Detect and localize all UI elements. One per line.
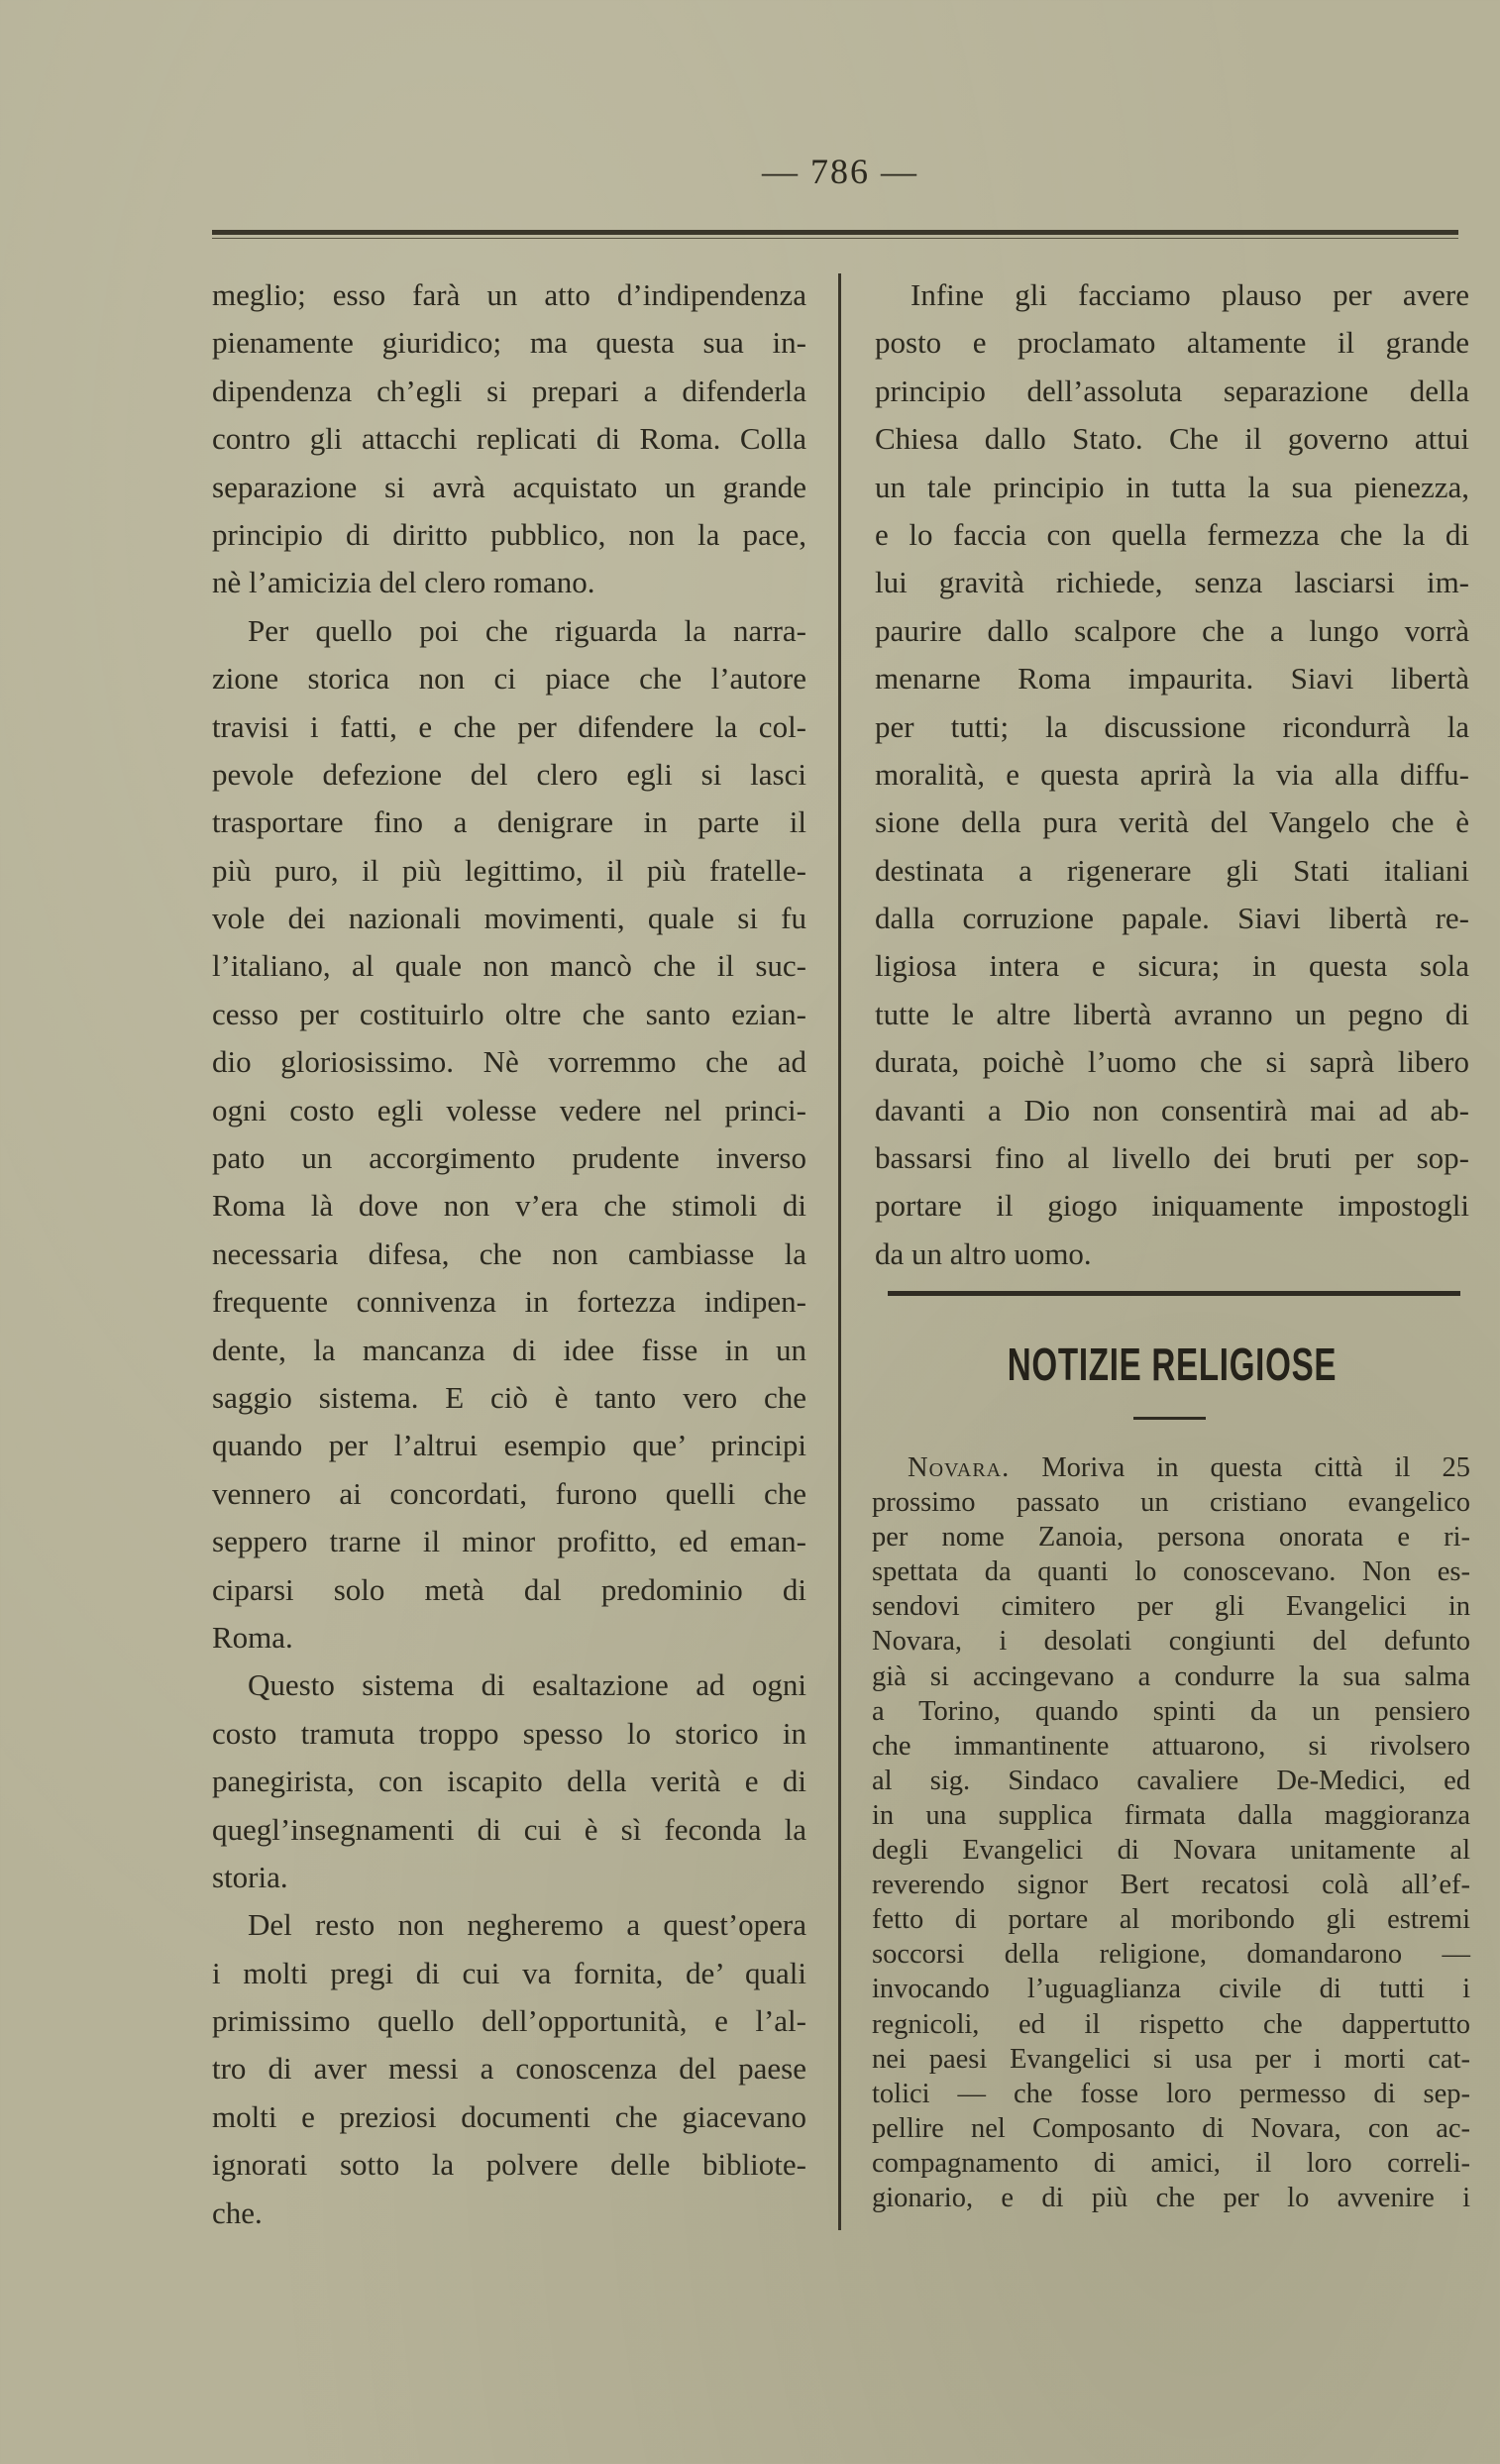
text-line: cesso per costituirlo oltre che santo ezian- <box>212 996 806 1031</box>
text-line: ignorati sotto la polvere delle bibliote- <box>212 2147 806 2183</box>
text-line: i molti pregi di cui va fornita, de’ quali <box>212 1955 806 1990</box>
paragraph <box>212 1901 806 2237</box>
text-line: frequente connivenza in fortezza indipen- <box>212 1284 806 1320</box>
text-line: dalla corruzione papale. Siavi libertà re- <box>875 901 1469 936</box>
text-line: quando per l’altrui esempio que’ principi <box>212 1428 806 1463</box>
text-line: un tale principio in tutta la sua pienezza, <box>875 469 1469 504</box>
text-line: Infine gli facciamo plauso per avere <box>911 277 1469 312</box>
text-line: e lo faccia con quella fermezza che la di <box>875 516 1469 552</box>
text-line: molti e preziosi documenti che giacevano <box>212 2098 806 2134</box>
news-dateline: Novara. <box>908 1452 1011 1483</box>
paragraph <box>212 1661 806 1901</box>
text-line: dio gloriosissimo. Nè vorremmo che ad <box>212 1044 806 1080</box>
text-line: primissimo quello dell’opportunità, e l’al- <box>212 2003 806 2039</box>
header-rule-thin <box>212 238 1458 239</box>
paragraph <box>875 271 1469 1278</box>
text-line: vennero ai concordati, furono quelli che <box>212 1475 806 1511</box>
text-line: ciparsi solo metà dal predominio di <box>212 1571 806 1607</box>
text-line: nè l’amicizia del clero romano. <box>212 565 595 600</box>
text-line: trasportare fino a denigrare in parte il <box>212 804 806 840</box>
text-line: principio di diritto pubblico, non la pace, <box>212 516 806 552</box>
text-line: pienamente giuridico; ma questa sua in- <box>212 325 806 361</box>
text-line: sione della pura verità del Vangelo che è <box>875 804 1469 840</box>
text-line: ogni costo egli volesse vedere nel princi- <box>212 1092 806 1127</box>
text-line: regnicoli, ed il rispetto che dappertutto <box>872 2008 1470 2040</box>
text-line: posto e proclamato altamente il grande <box>875 325 1469 361</box>
text-line: Roma. <box>212 1619 293 1655</box>
text-line: tro di aver messi a conoscenza del paese <box>212 2051 806 2087</box>
text-line: Del resto non negheremo a quest’opera <box>248 1907 806 1943</box>
paragraph <box>212 607 806 1662</box>
text-line: per nome Zanoia, persona onorata e ri- <box>872 1522 1470 1553</box>
text-line: invocando l’uguaglianza civile di tutti i <box>872 1974 1470 2005</box>
text-line: dipendenza ch’egli si prepari a difenderla <box>212 373 806 408</box>
text-line: bassarsi fino al livello dei bruti per sop- <box>875 1140 1469 1176</box>
text-line: compagnamento di amici, il loro correli- <box>872 2147 1470 2179</box>
text-line: davanti a Dio non consentirà mai ad ab- <box>875 1092 1469 1127</box>
text-line: storia. <box>212 1859 288 1894</box>
text-line: pato un accorgimento prudente inverso <box>212 1140 806 1176</box>
text-line: più puro, il più legittimo, il più fratelle- <box>212 852 806 888</box>
news-first-line: Moriva in questa città il 25 <box>1041 1452 1470 1483</box>
text-line: moralità, e questa aprirà la via alla diffu- <box>875 756 1469 792</box>
text-line: degli Evangelici di Novara unitamente al <box>872 1835 1470 1867</box>
text-line: al sig. Sindaco cavaliere De-Medici, ed <box>872 1765 1470 1796</box>
right-column-article <box>875 271 1469 1278</box>
text-line: necessaria difesa, che non cambiasse la <box>212 1235 806 1271</box>
text-line: meglio; esso farà un atto d’indipendenza <box>212 277 806 312</box>
text-line: durata, poichè l’uomo che si saprà libero <box>875 1044 1469 1080</box>
text-line: portare il giogo iniquamente impostogli <box>875 1188 1469 1224</box>
text-line: travisi i fatti, e che per difendere la col- <box>212 708 806 744</box>
text-line: soccorsi della religione, domandarono — <box>872 1939 1470 1971</box>
section-title: NOTIZIE RELIGIOSE <box>1007 1339 1338 1390</box>
text-line: gionario, e di più che per lo avvenire i <box>872 2182 1470 2213</box>
text-line: menarne Roma impaurita. Siavi libertà <box>875 661 1469 696</box>
text-line: in una supplica firmata dalla maggioranza <box>872 1799 1470 1831</box>
text-line: Novara, i desolati congiunti del defunto <box>872 1626 1470 1658</box>
text-line: quegl’insegnamenti di cui è sì feconda la <box>212 1811 806 1847</box>
text-line: già si accingevano a condurre la sua salma <box>872 1661 1470 1692</box>
text-line: che. <box>212 2195 263 2230</box>
text-line: destinata a rigenerare gli Stati italiani <box>875 852 1469 888</box>
text-line: principio dell’assoluta separazione della <box>875 373 1469 408</box>
text-line: Chiesa dallo Stato. Che il governo attui <box>875 421 1469 457</box>
text-line: nei paesi Evangelici si usa per i morti cat- <box>872 2043 1470 2075</box>
paragraph <box>212 271 806 607</box>
text-line: vole dei nazionali movimenti, quale si fu <box>212 901 806 936</box>
text-line: reverendo signor Bert recatosi colà all’ef- <box>872 1870 1470 1901</box>
header-rule <box>212 230 1458 235</box>
text-line: contro gli attacchi replicati di Roma. Colla <box>212 421 806 457</box>
text-line: pevole defezione del clero egli si lasci <box>212 756 806 792</box>
column-divider <box>838 273 841 2230</box>
text-line: separazione si avrà acquistato un grande <box>212 469 806 504</box>
left-column <box>212 271 806 2237</box>
text-line: fetto di portare al moribondo gli estremi <box>872 1904 1470 1936</box>
text-line: ligiosa intera e sicura; in questa sola <box>875 948 1469 984</box>
title-underline <box>1133 1417 1206 1420</box>
text-line: a Torino, quando spinti da un pensiero <box>872 1695 1470 1727</box>
text-line: panegirista, con iscapito della verità e di <box>212 1764 806 1799</box>
text-line: tutte le altre libertà avranno un pegno di <box>875 996 1469 1031</box>
text-line: zione storica non ci piace che l’autore <box>212 661 806 696</box>
text-line: che immantinente attuarono, si rivolsero <box>872 1730 1470 1762</box>
text-line <box>872 1450 1470 1485</box>
text-line: prossimo passato un cristiano evangelico <box>872 1487 1470 1519</box>
text-line: lui gravità richiede, senza lasciarsi im- <box>875 565 1469 600</box>
section-rule <box>888 1291 1460 1296</box>
text-line: costo tramuta troppo spesso lo storico in <box>212 1715 806 1751</box>
text-line: per tutti; la discussione ricondurrà la <box>875 708 1469 744</box>
text-line: tolici — che fosse loro permesso di sep- <box>872 2078 1470 2109</box>
text-line: Per quello poi che riguarda la narra- <box>248 612 806 648</box>
text-line: saggio sistema. E ciò è tanto vero che <box>212 1379 806 1415</box>
text-line: dente, la mancanza di idee fisse in un <box>212 1332 806 1367</box>
page-number: — 786 — <box>762 152 918 191</box>
text-line: l’italiano, al quale non mancò che il suc- <box>212 948 806 984</box>
text-line: sendovi cimitero per gli Evangelici in <box>872 1591 1470 1623</box>
text-line: pellire nel Composanto di Novara, con ac- <box>872 2112 1470 2144</box>
text-line: seppero trarne il minor profitto, ed eman- <box>212 1524 806 1559</box>
text-line: Questo sistema di esaltazione ad ogni <box>248 1667 806 1703</box>
text-line: paurire dallo scalpore che a lungo vorrà <box>875 612 1469 648</box>
text-line: spettata da quanti lo conoscevano. Non es- <box>872 1556 1470 1588</box>
text-line: da un altro uomo. <box>875 1235 1092 1271</box>
text-line: Roma là dove non v’era che stimoli di <box>212 1188 806 1224</box>
news-item-novara <box>872 1450 1470 2215</box>
